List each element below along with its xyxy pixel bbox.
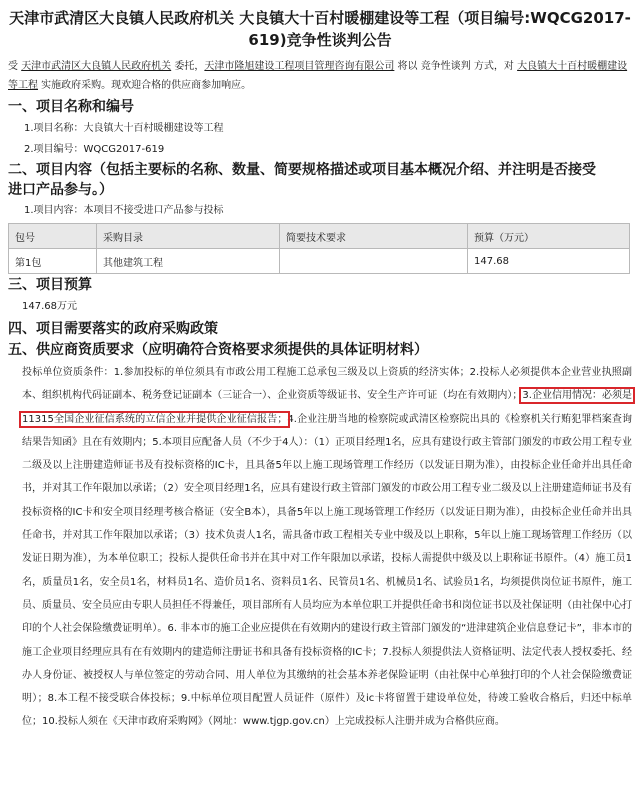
table-row — [9, 249, 630, 274]
intro-text: 受 — [8, 61, 22, 72]
section-heading-5: 五、供应商资质要求（应明确符合资格要求须提供的具体证明材料） — [8, 342, 428, 358]
project-name: 1.项目名称：大良镇大十百村暖棚建设等工程 — [24, 123, 224, 134]
intro-text: 实施政府采购。现欢迎合格的供应商参加响应。 — [38, 80, 252, 91]
table-cell: 第1包 — [9, 249, 97, 274]
section-heading-1: 一、项目名称和编号 — [8, 99, 134, 115]
section-heading-2: 二、项目内容（包括主要标的名称、数量、简要规格描述或项目基本概况介绍、并注明是否接受 — [8, 162, 596, 178]
project-link[interactable]: 大良镇大十百村暖棚建设等工程 — [8, 61, 628, 91]
column-header: 包号 — [9, 224, 97, 249]
requirements-text: 4.企业注册当地的检察院或武清区检察院出具的《检察机关行贿犯罪档案查询结果告知函》且在有效期内；5.本项目应配备人员（不少于4人）：（1）正项目经理1名，应具有建设行政主管部门颁发的市政公用工程专业二级及以上注册建造师证书及有投标资格的IC卡，且具备5年以上施工现场管理工作经历（以发证日期为准），由投标企业任命并出具任命书，并对其工作年限加以承诺；（2）安全项目经理1名，应具有建设行政主管部门颁发的市政公用工程专业二级及以上注册建造师证书及有投标资格的IC卡和安全项目经理考核合格证（安全B本），具备5年以上施工现场管理工作经历（以发证日期为准），由投标企业任命并出具任命书，并对其工作年限加以承诺；（3）技术负责人1名，需具备市政工程相关专业中级及以上职称，5年以上施工现场管理工作经历（以发证日期为准），为本单位职工；投标人提供任命书并在其中对工作年限加以承诺，投标人需提供中级及以上职称证书原件。（4）施工员1名，质量员1名，安全员1名，材料员1名、造价员1名、资料员1名、民管员1名、机械员1名、试验员1名，均须提供岗位证书原件，施工员、质量员、安全员应由专职人员担任不得兼任，项目部所有人员均应为本单位职工并提供任命书和岗位证书以及社保证明（由社保中心打印的个人社会保险缴费证明单）。6. 非本市的施工企业应提供在有效期内的建设行政主管部门颁发的“进津建筑企业信息登记卡”，非本市的施工企业项目经理应具有在有效期内的建造师注册证书和具备有投标资格的IC卡；7.投标人须提供法人资格证明、法定代表人授权委托、经办人身份证、被授权人与单位签定的劳动合同、用人单位为其缴纳的社会基本养老保险证明（由社保中心单独打印的个人社会保险缴费证明）；8.本工程不接受联合体投标；9.中标单位项目配置人员证件（原件）及ic卡将留置于建设单位处，待竣工验收合格后，归还中标单位；10.投标人须在《天津市政府采购网》（网址：www.tjgp.gov.cn）上完成投标人注册并成为合格供应商。 — [22, 413, 633, 728]
column-header: 简要技术要求 — [280, 224, 468, 249]
section-heading-4: 四、项目需要落实的政府采购政策 — [8, 321, 218, 337]
table-cell: 其他建筑工程 — [97, 249, 280, 274]
section-heading-2-cont: 进口产品参与。） — [8, 182, 113, 198]
requirements-text: 投标单位资质条件：1.参加投标的单位须具有市政公用工程施工总承包三级及以上资质的经济实体；2.投标人必须提供本企业营业执照副本、组织机构代码证副本、税务登记证副本（三证合一）、企业资质等级证书、安全生产许可证（均在有效期内）； — [22, 367, 632, 402]
budget-amount: 147.68万元 — [22, 301, 77, 312]
section-heading-3: 三、项目预算 — [8, 277, 92, 293]
table-cell — [280, 249, 468, 274]
table-cell: 147.68 — [468, 249, 630, 274]
column-header: 采购目录 — [97, 224, 280, 249]
intro-text: 委托， — [171, 61, 205, 72]
column-header: 预算（万元） — [468, 224, 630, 249]
purchaser-link[interactable]: 天津市武清区大良镇人民政府机关 — [21, 61, 172, 72]
table-header-row — [9, 224, 630, 249]
project-number: 2.项目编号：WQCG2017-619 — [24, 144, 165, 155]
intro-text: 将以 竞争性谈判 方式，对 — [394, 61, 518, 72]
agency-link[interactable]: 天津市隆旭建设工程项目管理咨询有限公司 — [204, 61, 395, 72]
announcement — [8, 0, 632, 734]
intro-paragraph — [8, 57, 632, 95]
procurement-table — [8, 223, 630, 274]
credit-requirement-highlight: 3.企业信用情况：必须是11315全国企业征信系统的立信企业并提供企业征信报告； — [22, 390, 633, 425]
qualification-requirements — [22, 361, 632, 734]
project-content: 1.项目内容：本项目不接受进口产品参与投标 — [24, 205, 224, 216]
page-title: 天津市武清区大良镇人民政府机关 大良镇大十百村暖棚建设等工程（项目编号:WQCG2017-619)竞争性谈判公告 — [9, 9, 631, 49]
